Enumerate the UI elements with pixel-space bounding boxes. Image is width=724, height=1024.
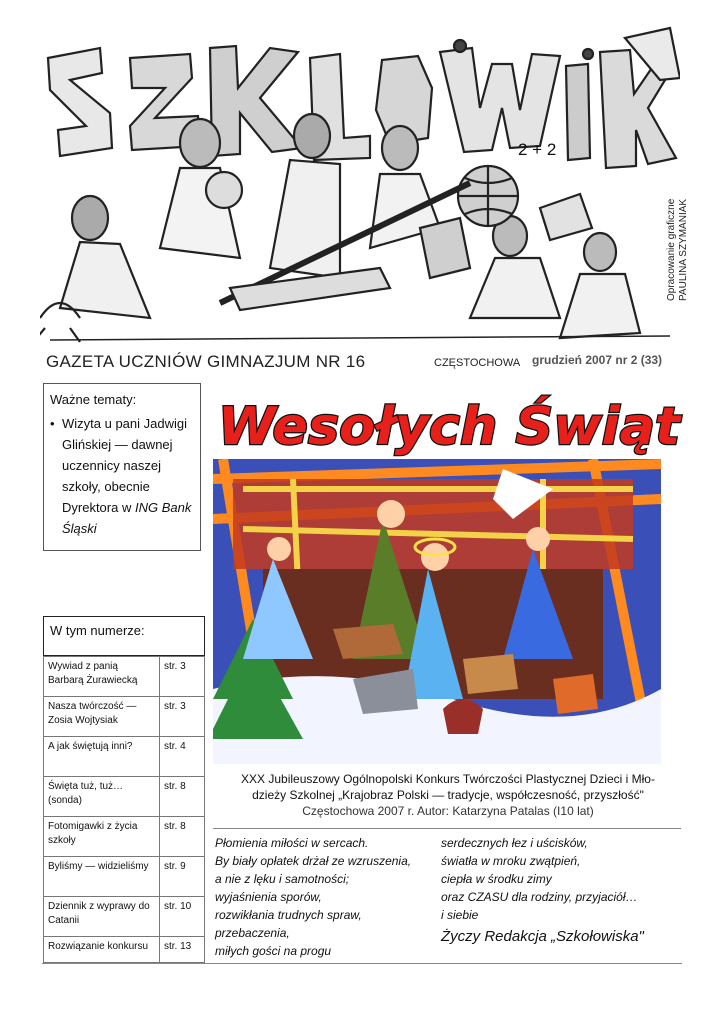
poem-line: miłych gości na progu [215, 944, 332, 958]
issue-date: grudzień 2007 nr 2 (33) [532, 353, 663, 367]
contents-item-title: Rozwiązanie konkursu [44, 937, 160, 963]
poem-line: rozwikłania trudnych spraw, [215, 908, 362, 922]
contents-item-title: Dziennik z wyprawy do Catanii [44, 897, 160, 937]
important-topics-box [43, 383, 201, 551]
contents-row[interactable] [44, 937, 205, 963]
poem-line: oraz CZASU dla rodziny, przyjaciół… [441, 890, 638, 904]
graphic-credit-line2: PAULINA SZYMANIAK [678, 198, 689, 301]
important-topic-text-main: Wizyta u pani Jadwigi Glińskiej — dawnej uczennicy naszej szkoły, obecnie Dyrektora w [62, 416, 187, 515]
newspaper-name: GAZETA UCZNIÓW GIMNAZJUM NR 16 [46, 352, 366, 371]
caption-line-2: dzieży Szkolnej „Krajobraz Polski — tradycje, współczesność, przyszłość" [252, 788, 644, 802]
newspaper-header [40, 352, 680, 376]
greeting-text: Wesołych Świąt [218, 397, 677, 457]
contents-item-title: Wywiad z panią Barbarą Żurawiecką [44, 657, 160, 697]
contents-item-page: str. 3 [160, 697, 205, 737]
poem-line: By biały opłatek drżał ze wzruszenia, [215, 854, 412, 868]
contents-item-page: str. 13 [160, 937, 205, 963]
painting-caption [213, 771, 683, 819]
poem-line: przebaczenia, [215, 926, 290, 940]
contents-row[interactable] [44, 737, 205, 777]
important-topics-title: Ważne tematy: [50, 392, 137, 407]
contents-item-page: str. 10 [160, 897, 205, 937]
bottom-divider [42, 963, 682, 964]
poem-left-column [215, 834, 430, 960]
contents-item-page: str. 4 [160, 737, 205, 777]
issue-plus-label: 2 + 2 [518, 140, 557, 159]
contents-item-title: A jak świętują inni? [44, 737, 160, 777]
important-topic-item [50, 413, 194, 539]
poem-line: ciepła w środku zimy [441, 872, 552, 886]
city-label: CZĘSTOCHOWA [434, 357, 521, 369]
poem-line: serdecznych łez i uścisków, [441, 836, 588, 850]
bullet-icon: • [50, 416, 55, 431]
important-topic-text [62, 413, 194, 539]
graphic-credit-line1: Opracowanie graficzne [666, 198, 677, 301]
poem-right-column [441, 834, 681, 946]
contents-item-title: Fotomigawki z życia szkoły [44, 817, 160, 857]
important-topic-text-italic: ING Bank Śląski [62, 500, 192, 536]
contents-row[interactable] [44, 817, 205, 857]
contents-row[interactable] [44, 777, 205, 817]
contents-title: W tym numerze: [43, 616, 205, 656]
contents-item-page: str. 8 [160, 777, 205, 817]
poem-signature: Życzy Redakcja „Szkołowiska" [441, 928, 644, 945]
poem-line: światła w mroku zwątpień, [441, 854, 581, 868]
caption-line-3: Częstochowa 2007 r. Autor: Katarzyna Patalas (I10 lat) [302, 804, 594, 818]
greeting-banner [210, 384, 688, 464]
contents-item-title: Byliśmy — widzieliśmy [44, 857, 160, 897]
contents-item-title: Święta tuż, tuż… (sonda) [44, 777, 160, 817]
poem-line: Płomienia miłości w sercach. [215, 836, 369, 850]
nativity-painting [213, 459, 661, 764]
poem-line: a nie z lęku i samotności; [215, 872, 350, 886]
poem-line: i siebie [441, 908, 479, 922]
contents-table [43, 656, 205, 963]
contents-item-page: str. 9 [160, 857, 205, 897]
contents-row[interactable] [44, 657, 205, 697]
masthead-illustration [40, 18, 689, 348]
contents-row[interactable] [44, 697, 205, 737]
caption-line-1: XXX Jubileuszowy Ogólnopolski Konkurs Twórczości Plastycznej Dzieci i Mło- [241, 772, 655, 786]
contents-item-page: str. 3 [160, 657, 205, 697]
caption-divider [213, 828, 681, 829]
contents-item-page: str. 8 [160, 817, 205, 857]
contents-item-title: Nasza twórczość — Zosia Wojtysiak [44, 697, 160, 737]
graphic-credit [658, 183, 698, 303]
masthead-drawing [40, 18, 680, 348]
contents-row[interactable] [44, 857, 205, 897]
poem-line: wyjaśnienia sporów, [215, 890, 322, 904]
contents-row[interactable] [44, 897, 205, 937]
